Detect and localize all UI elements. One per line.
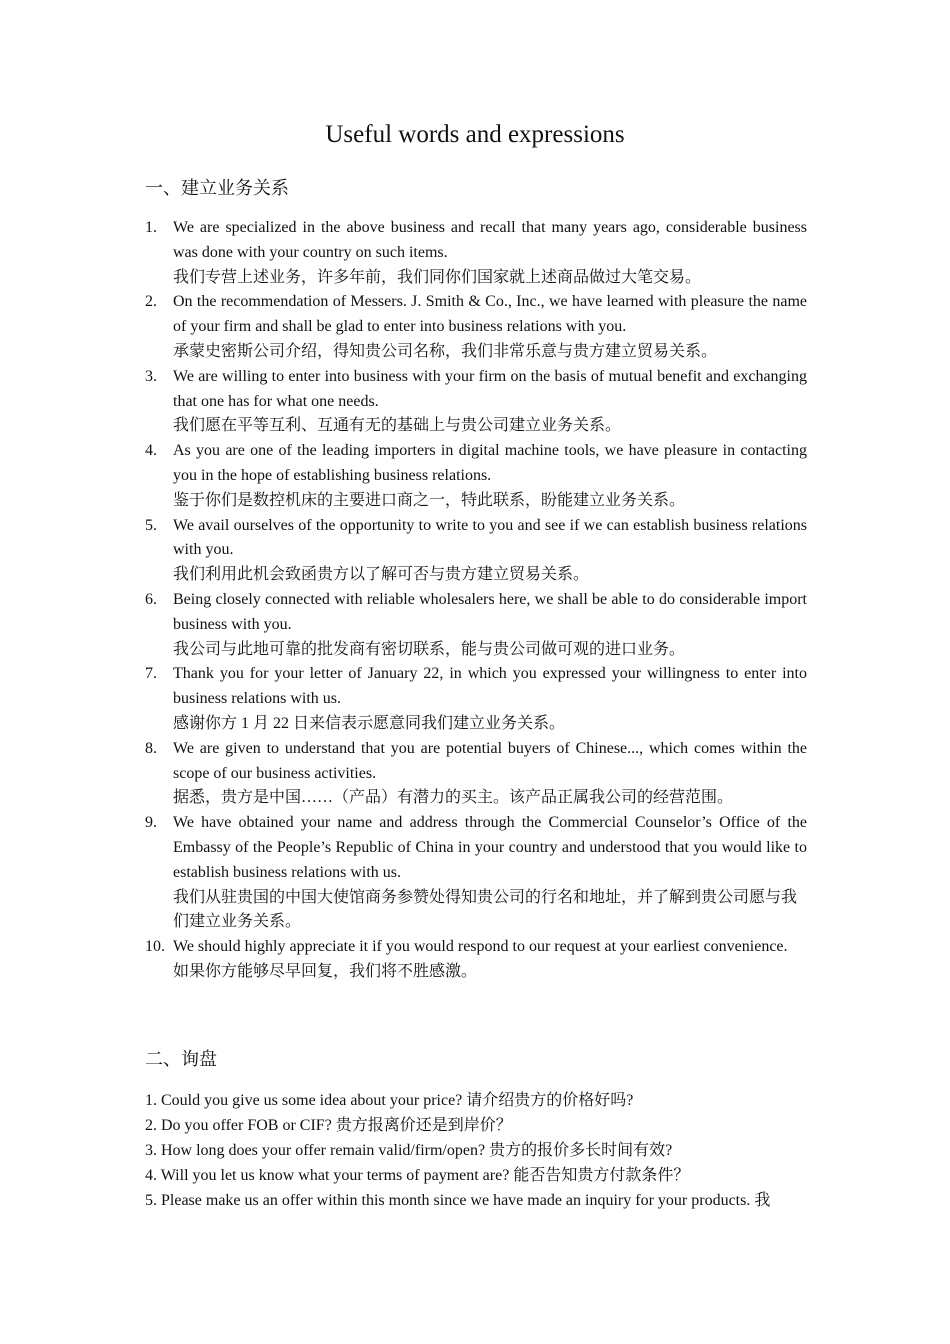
section-heading-business-relations: 一、建立业务关系 [145,178,289,198]
item-number: 6. [145,590,157,608]
list-item: 3. How long does your offer remain valid/firm/open? 贵方的报价多长时间有效? [145,1142,673,1159]
item-number: 8. [145,739,157,757]
chinese-translation: 我们愿在平等互利、互通有无的基础上与贵公司建立业务关系。 [173,417,622,435]
list-item [145,588,807,662]
inquiry-list [145,1088,807,1213]
list-item [145,514,807,588]
item-number: 5. [145,516,157,534]
list-item: 5. Please make us an offer within this month since we have made an inquiry for your products. 我 [145,1192,771,1209]
chinese-translation: 如果你方能够尽早回复，我们将不胜感激。 [173,962,478,980]
item-number: 9. [145,814,157,832]
english-sentence: We should highly appreciate it if you would respond to our request at your earliest convenience. [173,938,788,956]
page-title: Useful words and expressions [325,121,625,148]
english-sentence: Being closely connected with reliable wholesalers here, we shall be able to do considerable import business with you. [173,590,807,633]
chinese-translation: 我公司与此地可靠的批发商有密切联系，能与贵公司做可观的进口业务。 [173,640,686,658]
list-item [145,216,807,290]
chinese-translation: 鉴于你们是数控机床的主要进口商之一，特此联系，盼能建立业务关系。 [173,491,686,509]
english-sentence: We have obtained your name and address through the Commercial Counselor’s Office of the Embassy of the People’s Republic of China in your country and understood that you would like to establish business relations with us. [173,814,807,881]
item-number: 3. [145,367,157,385]
english-sentence: As you are one of the leading importers in digital machine tools, we have pleasure in contacting you in the hope of establishing business relations. [173,442,807,484]
english-sentence: We are willing to enter into business with your firm on the basis of mutual benefit and exchanging that one has for what one needs. [173,367,807,410]
list-item [145,662,807,736]
english-sentence: Thank you for your letter of January 22, in which you expressed your willingness to enter into business relations with us. [173,665,807,708]
item-number: 2. [145,293,157,311]
chinese-translation: 我们从驻贵国的中国大使馆商务参赞处得知贵公司的行名和地址，并了解到贵公司愿与我们建立业务关系。 [173,888,798,931]
business-relations-list [145,216,807,985]
list-item [145,737,807,811]
list-item [145,439,807,513]
chinese-translation: 感谢你方 1 月 22 日来信表示愿意同我们建立业务关系。 [173,714,566,732]
list-item [145,365,807,439]
list-item: 2. Do you offer FOB or CIF? 贵方报离价还是到岸价？ [145,1117,512,1134]
item-number: 1. [145,219,157,236]
chinese-translation: 我们专营上述业务，许多年前，我们同你们国家就上述商品做过大笔交易。 [173,268,702,286]
item-number: 7. [145,665,157,683]
list-item: 4. Will you let us know what your terms of payment are? 能否告知贵方付款条件？ [145,1167,690,1184]
english-sentence: We avail ourselves of the opportunity to write to you and see if we can establish business relations with you. [173,516,807,559]
english-sentence: On the recommendation of Messers. J. Smith & Co., Inc., we have learned with pleasure the name of your firm and shall be glad to enter into business relations with you. [173,293,807,336]
list-item [145,811,807,935]
chinese-translation: 我们利用此机会致函贵方以了解可否与贵方建立贸易关系。 [173,566,590,584]
english-sentence: We are specialized in the above business and recall that many years ago, considerable business was done with your country on such items. [173,219,807,261]
section-heading-inquiry: 二、询盘 [145,1049,217,1069]
english-sentence: We are given to understand that you are potential buyers of Chinese..., which comes within the scope of our business activities. [173,739,807,782]
list-item: 1. Could you give us some idea about your price? 请介绍贵方的价格好吗? [145,1092,634,1109]
chinese-translation: 承蒙史密斯公司介绍，得知贵公司名称，我们非常乐意与贵方建立贸易关系。 [173,342,718,360]
list-item [145,290,807,364]
item-number: 10. [145,938,165,956]
chinese-translation: 据悉，贵方是中国……（产品）有潜力的买主。该产品正属我公司的经营范围。 [173,789,734,807]
list-item [145,935,807,985]
item-number: 4. [145,442,157,460]
